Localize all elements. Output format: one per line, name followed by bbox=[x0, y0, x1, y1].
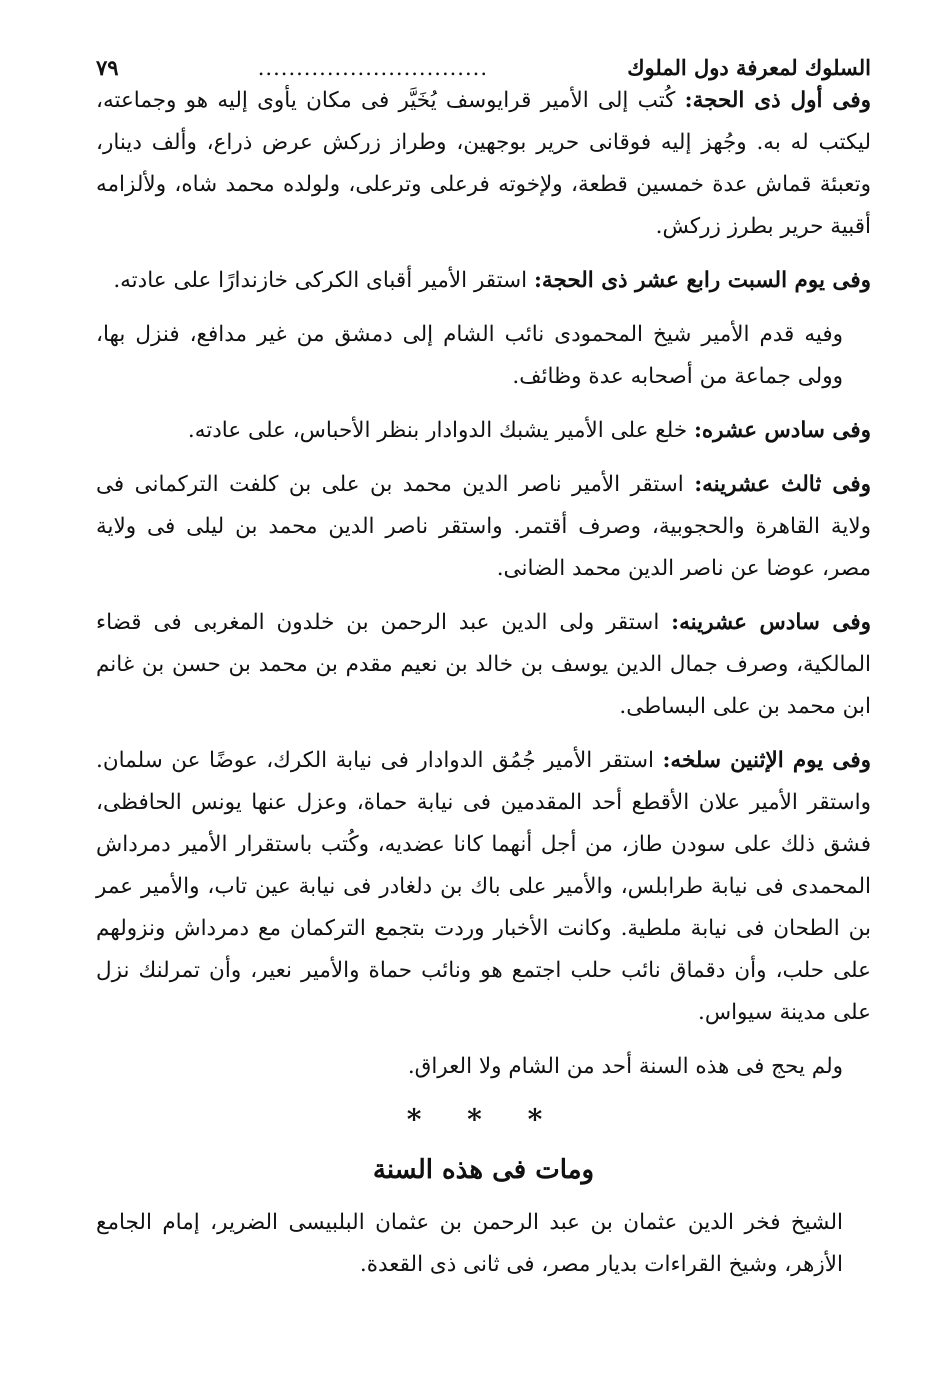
entry-16th bbox=[96, 410, 871, 452]
running-header bbox=[96, 40, 871, 80]
leader-dots: .............................. bbox=[257, 56, 489, 80]
entry-lead: وفى سادس عشره: bbox=[693, 418, 871, 443]
entry-first-dhu-al-hijja bbox=[96, 80, 871, 248]
entry-text: استقر الأمير أقباى الكركى خازندارًا على عادته. bbox=[113, 268, 534, 293]
entry-monday-last-day bbox=[96, 740, 871, 1034]
entry-text: استقر الأمير ناصر الدين محمد بن على بن كلفت التركمانى فى ولاية القاهرة والحجوبية، وصرف أقتمر. واستقر ناصر الدين محمد بن ليلى فى ولاية مصر، عوضا عن ناصر الدين محمد الضانى. bbox=[96, 472, 871, 581]
section-separator: * * * bbox=[406, 1103, 561, 1136]
running-title: السلوك لمعرفة دول الملوك bbox=[627, 55, 871, 80]
entry-23rd bbox=[96, 464, 871, 590]
entry-text: الشيخ فخر الدين عثمان بن عبد الرحمن بن عثمان البلبيسى الضرير، إمام الجامع الأزهر، وشيخ القراءات بديار مصر، فى ثانى ذى القعدة. bbox=[96, 1210, 843, 1277]
entry-text: وفيه قدم الأمير شيخ المحمودى نائب الشام إلى دمشق من غير مدافع، فنزل بها، وولى جماعة من أصحابه عدة وظائف. bbox=[96, 322, 843, 389]
entry-no-pilgrimage bbox=[96, 1046, 871, 1088]
entry-text: ولم يحج فى هذه السنة أحد من الشام ولا العراق. bbox=[407, 1054, 843, 1079]
entry-saturday-14th bbox=[96, 260, 871, 302]
entry-lead: وفى أول ذى الحجة: bbox=[684, 88, 871, 113]
entry-sheikh-arrival bbox=[96, 314, 871, 398]
entry-lead: وفى يوم السبت رابع عشر ذى الحجة: bbox=[534, 268, 871, 293]
obituary-entry bbox=[96, 1202, 871, 1286]
entry-lead: وفى يوم الإثنين سلخه: bbox=[662, 748, 871, 773]
entry-lead: وفى ثالث عشرينه: bbox=[694, 472, 871, 497]
book-page bbox=[96, 40, 871, 1298]
page-number: ٧٩ bbox=[96, 55, 119, 80]
entry-26th bbox=[96, 602, 871, 728]
entry-text: استقر ولى الدين عبد الرحمن بن خلدون المغربى فى قضاء المالكية، وصرف جمال الدين يوسف بن خالد بن نعيم مقدم بن محمد بن حسن بن غانم ابن محمد بن على البساطى. bbox=[96, 610, 871, 719]
entry-text: استقر الأمير جُمُق الدوادار فى نيابة الكرك، عوضًا عن سلمان. واستقر الأمير علان الأقطع أحد المقدمين فى نيابة حماة، وعزل عنها يونس الحافظى، فشق ذلك على سودن طاز، من أجل أنهما كانا عضديه، وكُتب باستقرار الأمير دمرداش المحمدى فى نيابة طرابلس، والأمير على باك بن دلغادر فى نيابة عين تاب، والأمير عمر بن الطحان فى نيابة ملطية. وكانت الأخبار وردت بتجمع التركمان مع دمرداش ونزولهم على حلب، وأن دقماق نائب حلب اجتمع هو ونائب حماة والأمير نعير، وأن تمرلنك نزل على مدينة سيواس. bbox=[96, 748, 871, 1025]
section-title: ومات فى هذه السنة bbox=[372, 1155, 595, 1185]
entry-text: خلع على الأمير يشبك الدوادار بنظر الأحباس، على عادته. bbox=[187, 418, 694, 443]
entry-lead: وفى سادس عشرينه: bbox=[671, 610, 871, 635]
entry-text: كُتب إلى الأمير قرايوسف يُخَيَّر فى مكان يأوى إليه هو وجماعته، ليكتب له به. وجُهز إليه فوقانى حرير بوجهين، وطراز زركش عرض ذراع، وألف دينار، وتعبئة قماش عدة خمسين قطعة، ولإخوته فرعلى وترعلى، ولولده محمد شاه، ولألزامه أقبية حرير بطرز زركش. bbox=[96, 88, 871, 239]
